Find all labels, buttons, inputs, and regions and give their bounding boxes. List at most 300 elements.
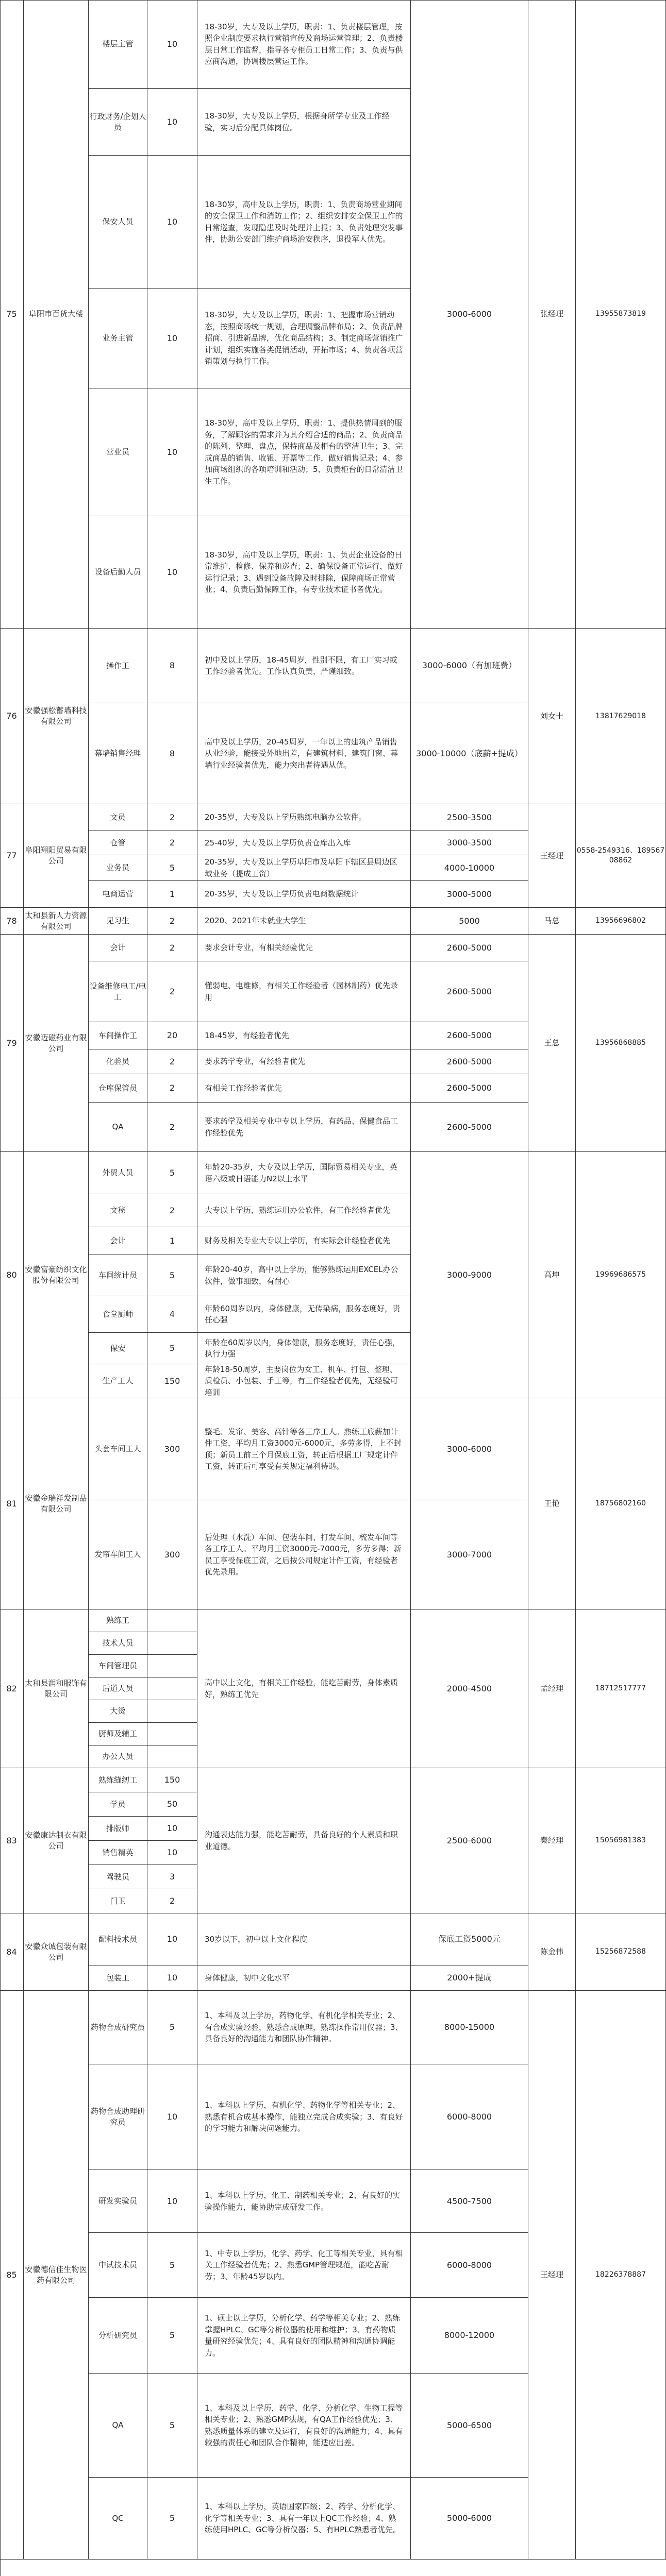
job-headcount-text: 150 <box>164 1775 180 1785</box>
job-title <box>89 935 147 961</box>
job-title-text: 见习生 <box>106 916 129 925</box>
salary-range <box>411 961 528 1022</box>
job-headcount <box>147 881 197 908</box>
job-headcount <box>147 2374 197 2478</box>
job-requirements-text: 20-35岁，大专及以上学历熟练电脑办公软件。 <box>205 812 367 822</box>
job-title <box>89 89 147 156</box>
job-requirements-text: 30岁以下，初中以上文化程度 <box>205 1934 308 1944</box>
job-headcount <box>147 1194 197 1227</box>
contact-phone-text: 13956696802 <box>595 917 646 925</box>
job-headcount <box>147 1865 197 1889</box>
salary-range <box>411 2298 528 2374</box>
job-headcount <box>147 1049 197 1074</box>
job-title-text: 设备维修电工/电工 <box>89 981 146 1002</box>
job-requirements <box>197 831 411 855</box>
job-title <box>89 2233 147 2298</box>
job-headcount-text: 5 <box>169 2022 175 2032</box>
job-headcount <box>147 2233 197 2298</box>
salary-range-text: 2600-5000 <box>446 986 492 996</box>
job-headcount-text: 4 <box>169 1309 175 1319</box>
contact-phone-text: 13817629018 <box>595 711 646 720</box>
job-title-text: QC <box>112 2513 124 2523</box>
company-name-text: 阜阳翔阳贸易有限公司 <box>25 845 87 866</box>
job-requirements <box>197 516 411 629</box>
job-headcount <box>147 1103 197 1152</box>
job-title <box>89 703 147 804</box>
contact-phone <box>576 629 666 804</box>
salary-range-text: 2600-5000 <box>446 1083 492 1093</box>
salary-range <box>411 629 528 703</box>
job-title <box>89 0 147 89</box>
contact-person-text: 王经理 <box>540 2270 563 2279</box>
job-title <box>89 1022 147 1049</box>
salary-range <box>411 2374 528 2478</box>
job-title-text: 幕墙销售经理 <box>94 749 141 758</box>
job-title <box>89 1792 147 1817</box>
job-title <box>89 516 147 629</box>
salary-range-text: 3000-7000 <box>446 1549 492 1560</box>
salary-range <box>411 1074 528 1103</box>
job-title-text: QA <box>112 1122 124 1131</box>
salary-range-text: 2600-5000 <box>446 1122 492 1132</box>
job-requirements <box>197 1913 411 1965</box>
job-requirements-text: 20-35岁，大专及以上学历阜阳市及阜阳下辖区县周边区域业务（提成工资） <box>205 857 397 878</box>
job-headcount-text: 1 <box>169 1235 175 1246</box>
company-number-text: 76 <box>6 711 17 721</box>
job-requirements-text: 要求会计专业，有相关经验优先 <box>205 943 313 953</box>
job-requirements-text: 1、本科及以上学历，药物化学、有机化学相关专业；2、有合成实验经验，熟悉合成原理，熟练操作常用仪器；3、具备良好的沟通能力和团队协作精神。 <box>205 2011 403 2044</box>
salary-range-text: 3000-6000 <box>446 309 492 319</box>
contact-person-text: 王艳 <box>544 1499 560 1508</box>
job-requirements <box>197 0 411 89</box>
job-requirements-text: 1、本科以上学历，有机化学、药物化学等相关专业；2、熟悉有机合成基本操作，能独立完成合成实验；3、有良好的学习能力和解决问题能力。 <box>205 2100 403 2133</box>
job-headcount-text: 10 <box>166 1848 178 1858</box>
salary-range-text: 4000-10000 <box>444 862 495 873</box>
job-requirements <box>197 1296 411 1333</box>
job-requirements <box>197 1022 411 1049</box>
salary-range <box>411 1049 528 1074</box>
job-title-text: 研发实验员 <box>98 2196 137 2206</box>
job-title-text: 熟练工 <box>106 1616 129 1625</box>
job-headcount <box>147 1500 197 1609</box>
job-title <box>89 1500 147 1609</box>
job-title <box>89 1333 147 1364</box>
job-headcount <box>147 1817 197 1841</box>
contact-phone <box>576 1609 666 1768</box>
job-headcount-text: 1 <box>169 889 175 899</box>
job-title-text: 生产工人 <box>102 1376 134 1385</box>
job-title <box>89 908 147 935</box>
job-headcount <box>147 388 197 516</box>
contact-person-text: 王总 <box>544 1038 560 1047</box>
job-requirements <box>197 1768 411 1913</box>
salary-range <box>411 1500 528 1609</box>
job-headcount <box>147 2064 197 2170</box>
job-requirements <box>197 2298 411 2374</box>
job-requirements-text: 要求药学及相关专业中专以上学历，有药品、保健食品工作经验优先 <box>205 1116 398 1138</box>
job-title <box>89 1655 147 1677</box>
job-headcount <box>147 1227 197 1255</box>
contact-person <box>528 1913 576 1991</box>
job-requirements-text: 年龄在60周岁以内，身体健康，服务态度好，责任心强，执行力强 <box>205 1337 401 1359</box>
salary-range <box>411 2170 528 2233</box>
salary-range-text: 5000-6500 <box>446 2420 492 2430</box>
salary-range-text: 3000-6000（有加班费） <box>422 660 517 671</box>
job-title <box>89 1609 147 1632</box>
company-number-text: 78 <box>6 916 17 926</box>
job-title <box>89 1889 147 1913</box>
job-requirements <box>197 2170 411 2233</box>
job-headcount-text: 8 <box>169 660 175 671</box>
company-number <box>0 908 24 935</box>
contact-phone-text: 18712517777 <box>595 1684 646 1693</box>
salary-range-text: 8000-15000 <box>444 2022 495 2032</box>
job-title <box>89 2374 147 2478</box>
salary-range-text: 3000-6000 <box>446 1444 492 1454</box>
job-requirements <box>197 961 411 1022</box>
job-requirements <box>197 1194 411 1227</box>
company-name <box>24 629 89 804</box>
company-number-text: 82 <box>6 1683 17 1693</box>
job-requirements-text: 整毛、发帘、美容、高针等各工序工人。熟练工底薪加计件工资，平均月工资3000元-6000元，多劳多得，上不封顶；新员工前三个月保底工资，转正后根据工厂规定计件工资，转正后可享受有关规定福利待遇。 <box>205 1427 402 1471</box>
job-requirements-text: 1、中专以上学历，化学、药学、化工等相关专业，具有相关工作经验者优先；2、熟悉GMP管理规范，能吃苦耐劳；3、年龄45岁以内。 <box>205 2248 403 2281</box>
contact-phone <box>576 0 666 629</box>
salary-range-text: 8000-12000 <box>444 2330 495 2341</box>
company-number <box>0 1991 24 2560</box>
job-title <box>89 629 147 703</box>
job-headcount <box>147 908 197 935</box>
job-title-text: 操作工 <box>106 660 129 670</box>
job-title <box>89 1913 147 1965</box>
salary-range <box>411 2064 528 2170</box>
salary-range-text: 3000-10000（底薪+提成） <box>416 748 523 758</box>
contact-phone <box>576 908 666 935</box>
job-title <box>89 1398 147 1500</box>
job-requirements <box>197 1227 411 1255</box>
job-headcount <box>147 156 197 289</box>
company-number <box>0 935 24 1152</box>
contact-person-text: 陈金伟 <box>540 1947 563 1956</box>
job-requirements-text: 1、本科以上学历，化工、制药相关专业；2、有良好的实验操作能力，能协助完成研发工作。 <box>205 2191 401 2212</box>
job-headcount-text: 2 <box>169 812 175 822</box>
job-headcount <box>147 1364 197 1398</box>
company-number-text: 79 <box>6 1038 17 1048</box>
company-number-text: 75 <box>6 309 17 319</box>
contact-person <box>528 1991 576 2560</box>
job-requirements <box>197 1152 411 1194</box>
job-headcount <box>147 1723 197 1745</box>
job-requirements-text: 1、本科及以上学历，药学、化学、分析化学、生物工程等相关专业；2、熟悉GMP法规，有QA工作经验优先；3、熟悉质量体系的建立及运行，有良好的沟通能力；4、具有较强的责任心和团队合作精神，能适应出差。 <box>205 2403 403 2447</box>
job-requirements-text: 年龄20-40岁，高中以上学历，能够熟练运用EXCEL办公软件，做事细致，有耐心 <box>205 1265 398 1286</box>
job-headcount <box>147 831 197 855</box>
job-title-text: 发帘车间工人 <box>94 1550 141 1559</box>
company-name <box>24 935 89 1152</box>
job-requirements-text: 要求药学专业，有经验者优先 <box>205 1057 306 1066</box>
job-requirements <box>197 2064 411 2170</box>
job-requirements-text: 大专以上学历，熟练运用办公软件，有工作经验者优先 <box>205 1206 391 1215</box>
job-title <box>89 1364 147 1398</box>
job-title-text: 设备后勤人员 <box>94 567 141 577</box>
job-requirements <box>197 1398 411 1500</box>
job-headcount <box>147 2170 197 2233</box>
job-requirements <box>197 1074 411 1103</box>
salary-range <box>411 1965 528 1991</box>
company-number-text: 81 <box>6 1498 17 1509</box>
job-headcount-text: 3 <box>169 1872 175 1882</box>
company-name <box>24 1152 89 1398</box>
contact-phone <box>576 935 666 1152</box>
company-name-text: 太和县润和服饰有限公司 <box>25 1678 87 1699</box>
job-title <box>89 1103 147 1152</box>
salary-range <box>411 1398 528 1500</box>
job-title <box>89 1865 147 1889</box>
job-title <box>89 804 147 831</box>
job-requirements <box>197 1049 411 1074</box>
job-title-text: 厨师及辅工 <box>98 1729 137 1738</box>
salary-range <box>411 0 528 629</box>
job-headcount <box>147 1913 197 1965</box>
job-title-text: 办公人员 <box>102 1752 134 1761</box>
job-title-text: 营业员 <box>106 447 129 456</box>
job-headcount <box>147 2478 197 2560</box>
job-headcount <box>147 2298 197 2374</box>
job-headcount-text: 10 <box>166 567 178 577</box>
job-title <box>89 831 147 855</box>
job-headcount <box>147 1632 197 1655</box>
job-title-text: 包装工 <box>106 1973 129 1982</box>
job-headcount <box>147 1655 197 1677</box>
job-headcount <box>147 1768 197 1792</box>
company-number-text: 84 <box>6 1946 17 1957</box>
job-headcount-text: 8 <box>169 748 175 758</box>
salary-range-text: 3000-3500 <box>446 838 492 848</box>
salary-range <box>411 935 528 961</box>
job-requirements-text: 年龄20-35岁，大专及以上学历，国际贸易相关专业，英语六级或日语能力N2以上水平 <box>205 1162 397 1183</box>
job-requirements <box>197 1965 411 1991</box>
contact-phone-text: 15256872588 <box>595 1947 646 1956</box>
job-requirements <box>197 388 411 516</box>
company-number <box>0 629 24 804</box>
job-headcount-text: 10 <box>166 1823 178 1834</box>
job-requirements <box>197 1991 411 2064</box>
salary-range <box>411 855 528 881</box>
contact-person <box>528 1152 576 1398</box>
job-title-text: 文秘 <box>110 1206 126 1215</box>
salary-range <box>411 703 528 804</box>
job-title-text: 车间操作工 <box>98 1030 137 1040</box>
job-requirements-text: 身体健康，初中文化水平 <box>205 1973 290 1982</box>
job-requirements <box>197 935 411 961</box>
job-headcount <box>147 1022 197 1049</box>
job-title <box>89 2298 147 2374</box>
contact-phone-text: 13955873819 <box>595 310 646 318</box>
job-title <box>89 1152 147 1194</box>
job-title-text: 门卫 <box>110 1896 126 1906</box>
job-title-text: 保安人员 <box>102 217 134 226</box>
contact-person-text: 孟经理 <box>540 1684 563 1693</box>
job-requirements <box>197 855 411 881</box>
job-headcount-text: 10 <box>166 1973 178 1983</box>
contact-person-text: 马总 <box>544 916 560 925</box>
contact-person <box>528 908 576 935</box>
company-name <box>24 1768 89 1913</box>
salary-range-text: 2600-5000 <box>446 942 492 953</box>
job-requirements-text: 后处理（水洗）车间、包装车间、打发车间、梳发车间等各工序工人。平均月工资3000元-7000元，多劳多得；新员工享受保底工资，之后按公司规定计件工资，有经验者优先录用。 <box>205 1532 402 1577</box>
job-title <box>89 1677 147 1700</box>
job-title <box>89 1991 147 2064</box>
contact-phone-text: 15056981383 <box>595 1836 646 1845</box>
job-requirements <box>197 1255 411 1296</box>
salary-range-text: 2600-5000 <box>446 1056 492 1066</box>
job-requirements <box>197 2374 411 2478</box>
job-headcount-text: 5 <box>169 2260 175 2270</box>
job-requirements <box>197 881 411 908</box>
job-headcount-text: 10 <box>166 1934 178 1944</box>
job-headcount <box>147 961 197 1022</box>
company-number-text: 80 <box>6 1269 17 1280</box>
contact-person <box>528 1768 576 1913</box>
salary-range-text: 6000-8000 <box>446 2112 492 2122</box>
job-headcount-text: 10 <box>166 39 178 49</box>
contact-person <box>528 1398 576 1609</box>
job-requirements-text: 18-30岁，高中及以上学历，职责：1、提供热情周到的服务，了解顾客的需求并为其介绍合适的商品；2、负责商品的陈列、整理、盘点，保持商品及柜台的整洁卫生；3、完成商品的销售、收银、开票等工作，做好销售记录；4、参加商场组织的各项培训和活动；5、负责柜台的日常清洁卫生工作。 <box>205 418 403 486</box>
job-headcount <box>147 0 197 89</box>
job-headcount-text: 10 <box>166 116 178 127</box>
job-headcount-text: 2 <box>169 986 175 996</box>
salary-range <box>411 1913 528 1965</box>
job-title-text: 业务主管 <box>102 333 134 343</box>
job-headcount <box>147 1398 197 1500</box>
job-headcount-text: 2 <box>169 838 175 848</box>
job-title-text: 后道人员 <box>102 1684 134 1693</box>
job-title <box>89 388 147 516</box>
job-title <box>89 2064 147 2170</box>
salary-range-text: 2600-5000 <box>446 1030 492 1041</box>
job-headcount-text: 10 <box>166 2112 178 2122</box>
job-headcount-text: 50 <box>166 1799 178 1809</box>
job-headcount <box>147 855 197 881</box>
job-headcount-text: 10 <box>166 2196 178 2206</box>
job-requirements-text: 18-30岁，高中及以上学历，职责：1、负责企业设备的日常维护、检修、保养和巡查；2、确保设备正常运行，做好运行记录；3、遇到设备故障及时排除，保障商场正常营业；4、负责后勤保障工作，有专业技术证书者优先。 <box>205 550 403 594</box>
salary-range-text: 2500-6000 <box>446 1835 492 1845</box>
job-title <box>89 1255 147 1296</box>
company-name <box>24 0 89 629</box>
job-headcount <box>147 1152 197 1194</box>
job-headcount-text: 2 <box>169 1896 175 1906</box>
job-headcount-text: 300 <box>164 1549 180 1560</box>
job-title-text: 食堂厨师 <box>102 1309 134 1319</box>
job-title-text: 车间统计员 <box>98 1270 137 1280</box>
salary-range-text: 6000-8000 <box>446 2260 492 2270</box>
job-title <box>89 156 147 289</box>
job-title-text: 药物合成助理研究员 <box>90 2107 145 2127</box>
job-title-text: 楼层主管 <box>102 39 134 48</box>
job-requirements <box>197 156 411 289</box>
contact-person-text: 秦经理 <box>540 1836 563 1845</box>
job-headcount <box>147 289 197 388</box>
job-title-text: 学员 <box>110 1799 126 1809</box>
company-number-text: 77 <box>6 851 17 861</box>
job-requirements <box>197 804 411 831</box>
job-title-text: 业务员 <box>106 863 129 872</box>
job-headcount-text: 2 <box>169 916 175 926</box>
job-headcount-text: 2 <box>169 1205 175 1215</box>
salary-range <box>411 1103 528 1152</box>
job-headcount <box>147 703 197 804</box>
job-requirements-text: 18-30岁，大专及以上学历，职责：1、负责楼层管理，按照企业制度要求执行营销宣传及商场运营管理；2、负责楼层日常工作监督，指导各专柜员工日常工作；3、负责与供应商沟通，协调楼层营运工作。 <box>205 22 403 66</box>
job-title <box>89 2170 147 2233</box>
job-title <box>89 1768 147 1792</box>
job-title <box>89 1194 147 1227</box>
salary-range-text: 2500-3500 <box>446 812 492 822</box>
company-name <box>24 1991 89 2560</box>
salary-range-text: 2000+提成 <box>447 1973 492 1983</box>
job-requirements <box>197 2233 411 2298</box>
job-headcount <box>147 1965 197 1991</box>
job-title <box>89 1817 147 1841</box>
job-requirements <box>197 1609 411 1768</box>
job-title-text: 会计 <box>110 1236 126 1245</box>
contact-person <box>528 1609 576 1768</box>
contact-phone <box>576 1991 666 2560</box>
contact-phone <box>576 1152 666 1398</box>
job-headcount-text: 5 <box>169 2330 175 2341</box>
job-title-text: 头套车间工人 <box>94 1444 141 1453</box>
job-title <box>89 1296 147 1333</box>
job-title <box>89 855 147 881</box>
company-name-text: 安徽众诚包装有限公司 <box>25 1941 87 1962</box>
company-name-text: 安徽强松蓄墙科技有限公司 <box>25 706 87 726</box>
salary-range <box>411 908 528 935</box>
job-headcount-text: 10 <box>166 333 178 343</box>
job-headcount <box>147 1889 197 1913</box>
job-headcount-text: 5 <box>169 2420 175 2430</box>
job-title-text: 车间管理员 <box>98 1661 137 1670</box>
job-requirements-text: 有相关工作经验者优先 <box>205 1083 282 1093</box>
job-headcount-text: 2 <box>169 1056 175 1066</box>
contact-phone-text: 18226378887 <box>595 2270 646 2279</box>
job-title <box>89 1049 147 1074</box>
contact-person-text: 刘女士 <box>540 711 563 721</box>
job-title <box>89 961 147 1022</box>
job-headcount <box>147 1991 197 2064</box>
job-requirements-text: 18-30岁，大专及以上学历，根据身所学专业及工作经验，实习后分配具体岗位。 <box>205 111 390 132</box>
job-headcount <box>147 1609 197 1632</box>
job-title-text: 行政财务/企划人员 <box>89 111 146 132</box>
job-title <box>89 1745 147 1768</box>
company-name-text: 太和县新人力资源有限公司 <box>25 910 87 931</box>
salary-range-text: 4500-7500 <box>446 2196 492 2206</box>
job-requirements-text: 1、本科以上学历，英语国家四级；2、药学、分析化学、化学等相关专业；3、具有一年以上QC工作经验；4、熟练使用HPLC、GC等分析仪器；5、有HPLC熟悉者优先。 <box>205 2502 401 2535</box>
job-title-text: 配料技术员 <box>98 1934 137 1944</box>
salary-range <box>411 1022 528 1049</box>
contact-phone <box>576 1398 666 1609</box>
salary-range-text: 5000-6000 <box>446 2513 492 2523</box>
job-requirements-text: 高中以上文化，有相关工作经验，能吃苦耐劳，身体素质好，熟练工优先 <box>205 1678 398 1699</box>
salary-range <box>411 804 528 831</box>
job-headcount-text: 20 <box>166 1030 178 1041</box>
job-headcount <box>147 1074 197 1103</box>
job-requirements <box>197 1103 411 1152</box>
company-number <box>0 1609 24 1768</box>
job-headcount <box>147 89 197 156</box>
job-title <box>89 1227 147 1255</box>
job-headcount <box>147 1333 197 1364</box>
job-headcount-text: 300 <box>164 1444 180 1454</box>
job-title-text: 驾驶员 <box>106 1872 129 1882</box>
job-requirements <box>197 703 411 804</box>
job-requirements-text: 高中及以上学历，20-45周岁，一年以上的建筑产品销售从业经验，能接受外地出差，有建筑材料、建筑门窗、幕墙行业经验者优先，能力突出者待遇从优。 <box>205 737 398 770</box>
